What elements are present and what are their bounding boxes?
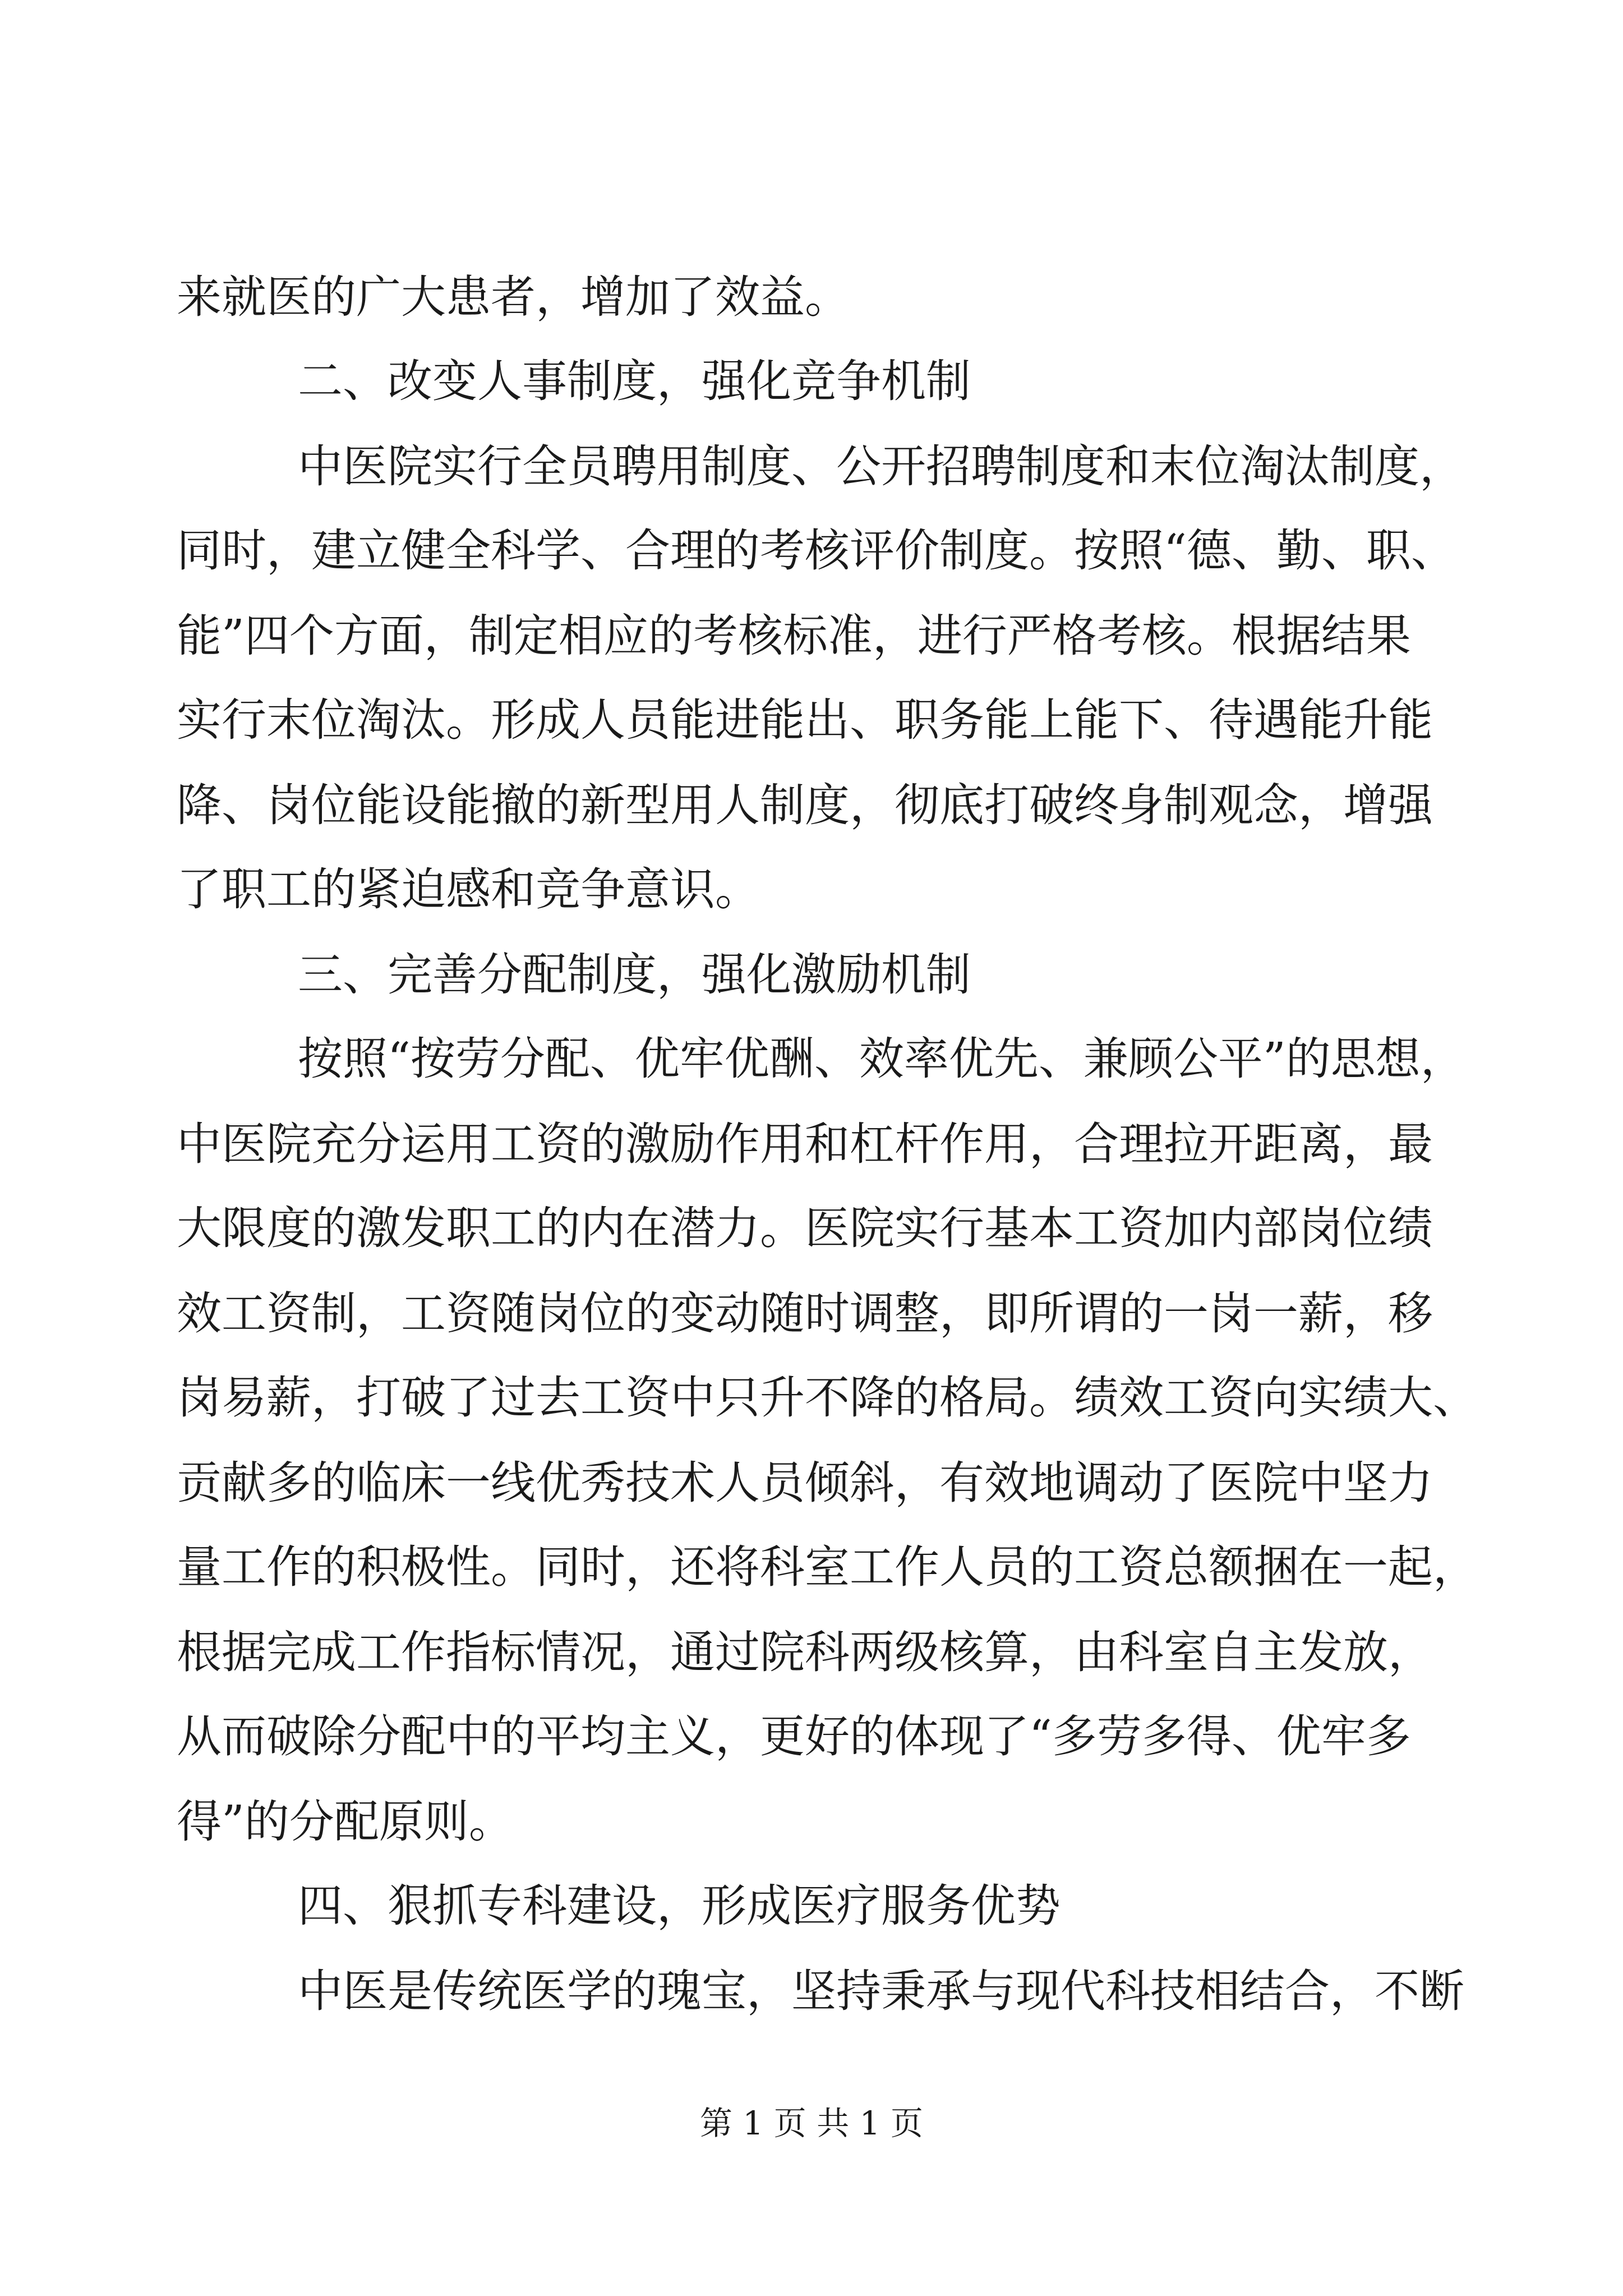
paragraph-line: 中医是传统医学的瑰宝，坚持秉承与现代科技相结合，不断 [298, 1965, 1464, 2017]
paragraph-line: 得”的分配原则。 [177, 1796, 514, 1848]
paragraph-line: 同时，建立健全科学、合理的考核评价制度。按照“德、勤、职、 [177, 524, 1456, 577]
paragraph-line: 了职工的紧迫感和竞争意识。 [177, 863, 760, 915]
section-heading: 二、改变人事制度，强化竞争机制 [298, 355, 971, 407]
paragraph-line: 岗易薪，打破了过去工资中只升不降的格局。绩效工资向实绩大、 [177, 1372, 1478, 1424]
page-number-footer: 第 1 页 共 1 页 [700, 2104, 923, 2142]
paragraph-line: 贡献多的临床一线优秀技术人员倾斜，有效地调动了医院中坚力 [177, 1457, 1433, 1509]
section-heading: 三、完善分配制度，强化激励机制 [298, 949, 971, 1001]
paragraph-line: 从而破除分配中的平均主义，更好的体现了“多劳多得、优牢多 [177, 1710, 1411, 1763]
paragraph-line: 能”四个方面，制定相应的考核标准，进行严格考核。根据结果 [177, 610, 1411, 662]
paragraph-line: 实行末位淘汰。形成人员能进能出、职务能上能下、待遇能升能 [177, 694, 1433, 746]
section-heading: 四、狠抓专科建设，形成医疗服务优势 [298, 1880, 1061, 1932]
paragraph-line: 按照“按劳分配、优牢优酬、效率优先、兼顾公平”的思想， [298, 1033, 1465, 1085]
paragraph-line: 中医院实行全员聘用制度、公开招聘制度和末位淘汰制度， [298, 440, 1464, 493]
paragraph-line: 中医院充分运用工资的激励作用和杠杆作用，合理拉开距离，最 [177, 1118, 1433, 1170]
paragraph-line: 量工作的积极性。同时，还将科室工作人员的工资总额捆在一起， [177, 1541, 1478, 1593]
paragraph-line: 降、岗位能设能撤的新型用人制度，彻底打破终身制观念，增强 [177, 779, 1433, 831]
paragraph-line: 大限度的激发职工的内在潜力。医院实行基本工资加内部岗位绩 [177, 1202, 1433, 1254]
paragraph-line: 根据完成工作指标情况，通过院科两级核算，由科室自主发放， [177, 1626, 1433, 1678]
paragraph-line: 来就医的广大患者，增加了效益。 [177, 271, 850, 323]
paragraph-line: 效工资制，工资随岗位的变动随时调整，即所谓的一岗一薪，移 [177, 1287, 1433, 1340]
